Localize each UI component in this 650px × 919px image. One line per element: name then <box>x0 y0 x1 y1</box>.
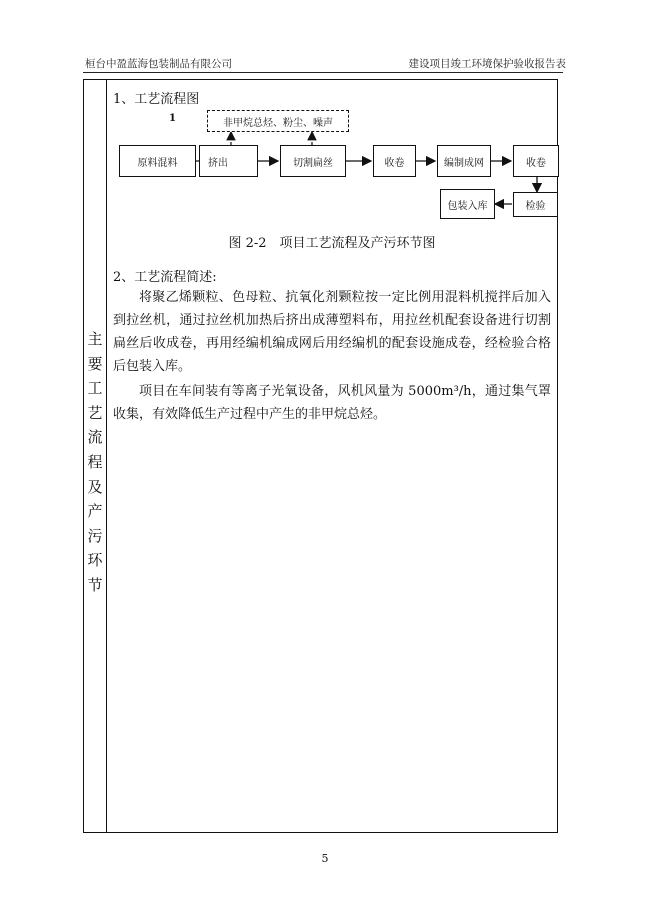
equipment-description-paragraph: 项目在车间装有等离子光氧设备，风机风量为 5000m³/h，通过集气罩收集，有效降低生产过程中产生的非甲烷总烃。 <box>113 384 551 422</box>
step-raw-mixing: 原料混料 <box>119 145 196 177</box>
process-description-paragraph: 将聚乙烯颗粒、色母粒、抗氧化剂颗粒按一定比例用混料机搅拌后加入到拉丝机，通过拉丝机加热后挤出成薄塑料布，用拉丝机配套设备进行切割扁丝后收成卷，再用经编机编成网后用经编机的配套设施成卷，经检验合格后包装入库。 <box>113 290 551 374</box>
pollutants-box: 非甲烷总烃、粉尘、噪声 <box>207 110 349 132</box>
side-title-char: 节 <box>87 575 103 594</box>
side-title <box>84 327 106 598</box>
section2-title: 2、工艺流程简述: <box>113 270 217 285</box>
side-title-char: 环 <box>87 551 103 570</box>
side-title-char: 污 <box>87 526 103 545</box>
side-title-char: 及 <box>87 477 103 496</box>
step-weave: 编制成网 <box>437 145 491 177</box>
side-title-char: 工 <box>87 379 103 398</box>
side-title-char: 产 <box>87 502 103 521</box>
side-title-char: 流 <box>87 428 103 447</box>
header-company: 桓台中盈蓝海包装制品有限公司 <box>85 58 232 70</box>
section1-title: 1、工艺流程图 <box>113 92 200 107</box>
step-roll-2: 收卷 <box>513 145 559 177</box>
side-title-char: 主 <box>87 330 103 348</box>
diagram-marker: 1 <box>169 113 176 124</box>
side-title-char: 艺 <box>87 403 103 422</box>
step-inspect: 检验 <box>513 192 558 217</box>
step-package-store: 包装入库 <box>440 189 495 219</box>
step-roll-1: 收卷 <box>373 145 416 177</box>
header-report-title: 建设项目竣工环境保护验收报告表 <box>408 58 566 70</box>
page-number: 5 <box>321 852 329 865</box>
report-table <box>83 79 558 833</box>
step-extrude: 挤出 <box>199 145 258 177</box>
side-title-char: 要 <box>87 354 103 373</box>
figure-caption: 图 2-2 项目工艺流程及产污环节图 <box>228 236 436 251</box>
step-cut-strips: 切割扁丝 <box>280 145 346 177</box>
side-title-cell <box>84 80 107 832</box>
side-title-char: 程 <box>87 452 103 471</box>
content-cell <box>107 80 557 832</box>
header-rule <box>83 72 563 73</box>
